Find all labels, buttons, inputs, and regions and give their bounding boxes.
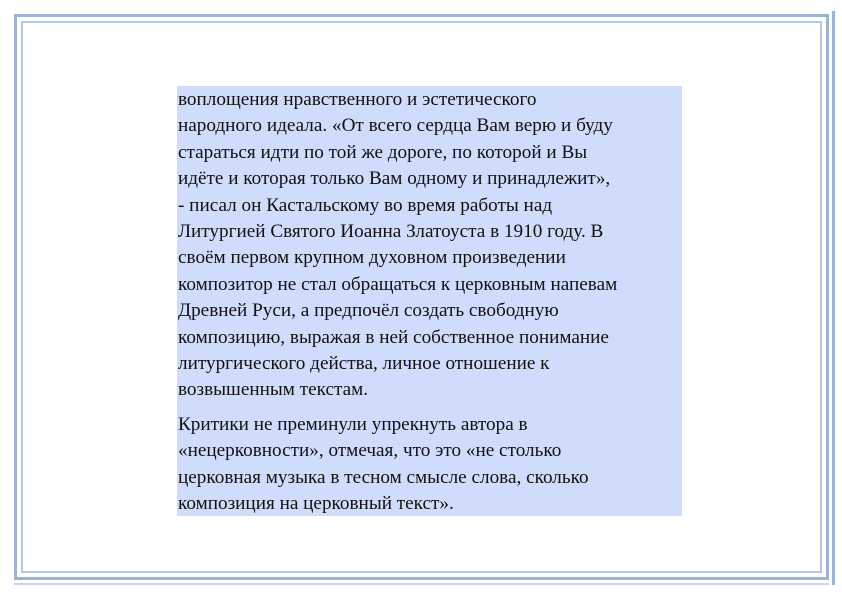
text-line: «нецерковности», отмечая, что это «не столько — [178, 440, 562, 462]
text-line: церковная музыка в тесном смысле слова, сколько — [178, 466, 589, 488]
text-line: - писал он Кастальскому во время работы над — [178, 194, 553, 216]
text-line: идёте и которая только Вам одному и принадлежит», — [178, 168, 611, 190]
text-line: своём первом крупном духовном произведении — [178, 247, 566, 269]
text-line: композитор не стал обращаться к церковным напевам — [178, 273, 618, 295]
text-line: Литургией Святого Иоанна Златоуста в 1910 году. В — [178, 221, 604, 243]
text-line: Критики не преминули упрекнуть автора в — [178, 413, 528, 435]
text-line: Древней Руси, а предпочёл создать свободную — [178, 300, 559, 322]
text-line: литургического действа, личное отношение к — [178, 353, 550, 375]
text-line: воплощения нравственного и эстетического — [178, 89, 537, 110]
text-line: композиция на церковный текст». — [178, 493, 454, 515]
frame-shadow — [14, 583, 829, 585]
text-line: композицию, выражая в ней собственное понимание — [178, 326, 609, 348]
text-line: народного идеала. «От всего сердца Вам верю и буду — [178, 115, 613, 137]
text-line: возвышенным текстам. — [178, 379, 369, 401]
paragraph-1 — [178, 87, 682, 404]
paragraph-2 — [178, 412, 682, 518]
text-box — [177, 86, 682, 516]
text-line: стараться идти по той же дороге, по которой и Вы — [178, 141, 588, 163]
